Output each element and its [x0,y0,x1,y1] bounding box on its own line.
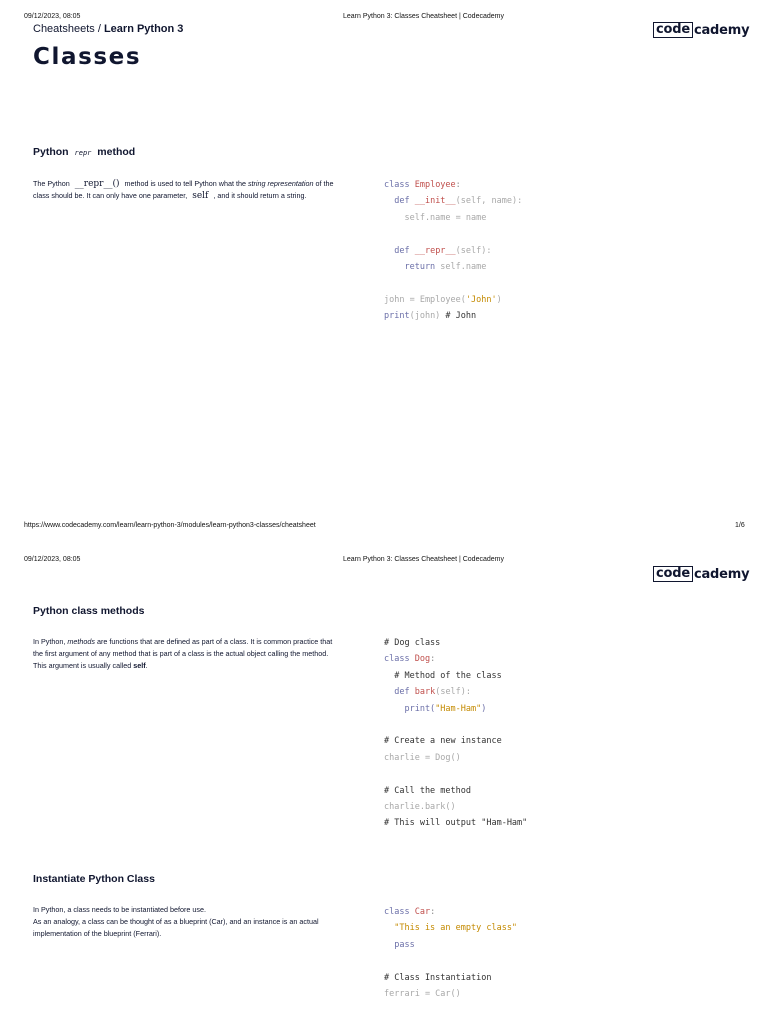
code-token: class [384,907,415,917]
code-token: 'John' [465,294,497,305]
code-token: "This is an empty class" [384,923,518,934]
code-comment: # Create a new instance [384,736,502,747]
code-token: "Ham-Ham" [435,703,482,714]
section-title-repr [33,146,135,158]
desc-bold: self [133,661,146,670]
desc-text: In Python, [33,637,66,646]
breadcrumb [33,23,183,35]
code-token: class [384,180,415,190]
codecademy-logo[interactable] [653,566,749,582]
code-token: print [384,311,410,322]
desc-text: are functions that are defined as part of a class. It is common practice that the first argument of any method that is part of a class is the actual object calling the method. This argument is usually called [33,637,333,670]
page-title: Classes [33,44,142,70]
section-title-instantiate: Instantiate Python Class [33,873,155,885]
section-title-text: Python [33,146,69,158]
desc-emphasis: methods [67,637,95,646]
code-comment: # Dog class [384,638,441,648]
code-token: ) [496,294,502,305]
code-token: (self): [455,245,492,256]
code-token: charlie.bark() [384,802,456,813]
code-comment: # This will output "Ham-Ham" [384,818,528,829]
code-comment: # Method of the class [384,670,502,681]
section-title-text: method [97,146,136,158]
section-desc-instantiate [33,904,338,940]
code-token: : [430,907,436,917]
logo-rest-text: cademy [693,22,750,38]
code-token: Car [414,907,431,917]
code-token: (self): [435,687,472,698]
code-token: ) [481,703,487,714]
code-token: self.name = name [384,212,487,223]
code-token: Employee [414,180,456,190]
logo-rest-text: cademy [693,566,750,582]
code-token: def [384,196,415,207]
section-desc-repr [33,178,338,202]
breadcrumb-root-link[interactable]: Cheatsheets [33,23,95,35]
inline-code: __repr__() [74,179,120,189]
code-token: return [384,262,441,273]
section-title-class-methods: Python class methods [33,605,145,617]
section-title-code: repr [74,149,92,157]
print-datetime: 09/12/2023, 08:05 [24,13,81,20]
code-token: __init__ [414,196,456,207]
logo-boxed-text: code [653,22,693,38]
code-token: class [384,654,415,665]
print-footer-page: 1/6 [735,522,745,529]
codecademy-logo[interactable] [653,22,749,38]
code-block-class-methods [384,635,527,832]
code-token: charlie = Dog() [384,752,461,763]
print-footer-url[interactable]: https://www.codecademy.com/learn/learn-python-3/modules/learn-python3-classes/cheatsheet [24,522,316,529]
code-comment: # Class Instantiation [384,972,492,983]
desc-text: As an analogy, a class can be thought of as a blueprint (Car), and an instance is an actual implementation of the blueprint (Ferrari). [33,917,319,938]
desc-emphasis: string representation [247,179,314,188]
code-token: john = Employee( [384,294,466,305]
section-desc-class-methods [33,636,338,672]
code-token: (self, name): [455,196,523,207]
print-doc-title: Learn Python 3: Classes Cheatsheet | Codecademy [343,13,504,20]
desc-text: , and it should return a string. [213,191,307,200]
print-doc-title: Learn Python 3: Classes Cheatsheet | Codecademy [343,556,504,563]
inline-code: self [192,191,209,201]
desc-text: method is used to tell Python what the [124,179,246,188]
code-token: self.name [440,262,487,273]
code-token: ferrari = Car() [384,989,461,1000]
code-token: def [384,687,415,698]
desc-text: In Python, a class needs to be instantiated before use. [33,905,207,914]
code-token: bark [414,687,436,698]
code-block-repr [384,177,522,325]
code-token: __repr__ [414,245,456,256]
logo-boxed-text: code [653,566,693,582]
desc-text: . [145,661,148,670]
code-token: pass [384,939,415,950]
breadcrumb-separator: / [97,23,101,35]
code-comment: # Call the method [384,785,471,796]
code-token: def [384,245,415,256]
code-block-instantiate [384,904,517,1002]
code-token: Dog [414,654,431,665]
code-token: print( [384,703,436,714]
code-token: # John [445,311,477,322]
code-token: (john) [409,311,446,322]
code-token: : [430,654,436,665]
desc-text: The Python [33,179,70,188]
code-token: : [455,180,461,190]
print-datetime: 09/12/2023, 08:05 [24,556,81,563]
breadcrumb-current[interactable]: Learn Python 3 [103,23,184,35]
desc-text: of the class should be. It can only have one parameter, [33,179,334,200]
